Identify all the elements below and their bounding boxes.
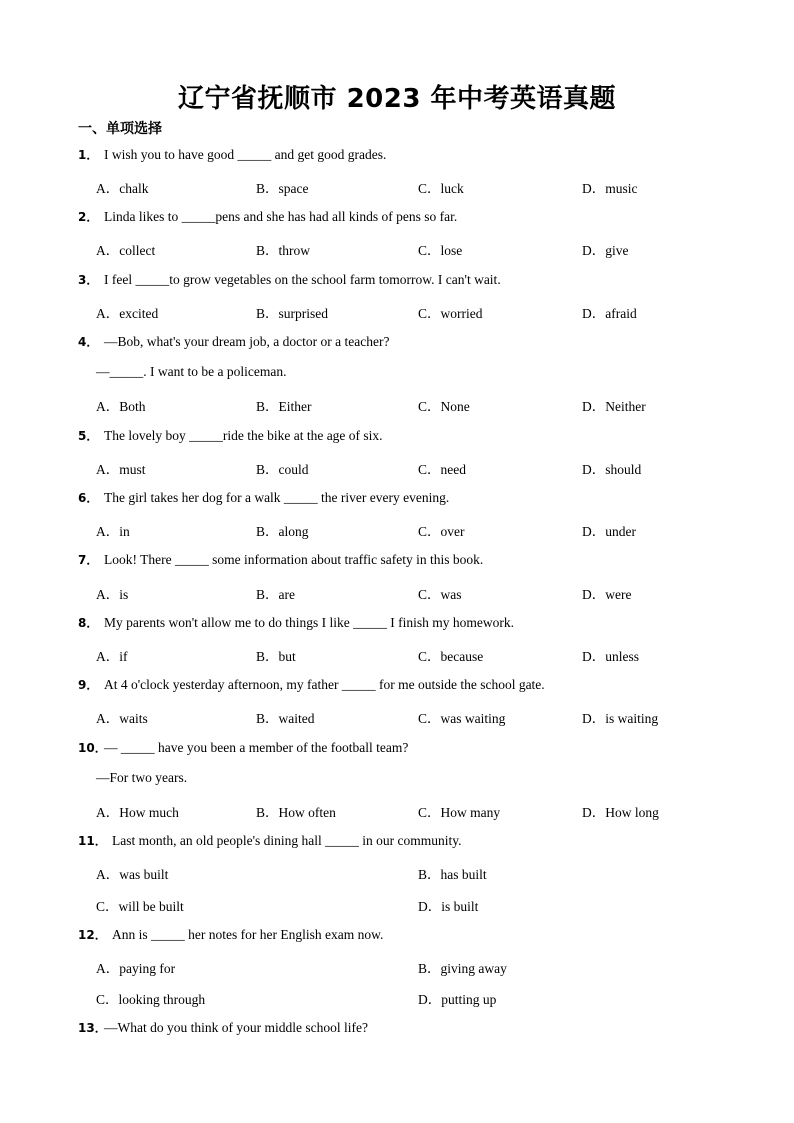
- question-number: 3．: [78, 273, 99, 287]
- question-text: Look! There _____ some information about traffic safety in this book.: [104, 552, 484, 567]
- option-b: B．along: [256, 524, 309, 539]
- option-b: B．throw: [256, 243, 310, 258]
- option-d: D．were: [582, 587, 632, 602]
- option-a: A．is: [96, 587, 129, 602]
- option-d: D．under: [582, 524, 636, 539]
- option-b: B．but: [256, 649, 296, 664]
- question-text: The lovely boy _____ride the bike at the age of six.: [104, 428, 383, 443]
- option-c: C．need: [418, 462, 466, 477]
- question-text: — _____ have you been a member of the football team?: [104, 740, 409, 755]
- option-a: A．chalk: [96, 181, 149, 196]
- option-d: D．music: [582, 181, 638, 196]
- question-text: I feel _____to grow vegetables on the school farm tomorrow. I can't wait.: [104, 272, 501, 287]
- option-c: C．will be built: [96, 899, 184, 914]
- question-text: At 4 o'clock yesterday afternoon, my father _____ for me outside the school gate.: [104, 677, 545, 692]
- option-c: C．was: [418, 587, 462, 602]
- question-number: 8．: [78, 616, 99, 630]
- option-b: B．could: [256, 462, 309, 477]
- question-7: [78, 551, 483, 568]
- question-11: [78, 832, 462, 849]
- option-c: C．luck: [418, 181, 464, 196]
- question-text: Last month, an old people's dining hall _____ in our community.: [112, 833, 462, 848]
- question-text-line2: —For two years.: [96, 770, 188, 785]
- option-a: A．if: [96, 649, 128, 664]
- question-text: —What do you think of your middle school life?: [104, 1020, 368, 1035]
- option-a: A．paying for: [96, 961, 176, 976]
- question-text: My parents won't allow me to do things I like _____ I finish my homework.: [104, 615, 515, 630]
- question-number: 2．: [78, 210, 99, 224]
- option-d: D．How long: [582, 805, 659, 820]
- option-b: B．How often: [256, 805, 336, 820]
- option-b: B．Either: [256, 399, 312, 414]
- option-c: C．How many: [418, 805, 501, 820]
- question-number: 1．: [78, 148, 99, 162]
- option-c: C．looking through: [96, 992, 206, 1007]
- section-heading: 一、单项选择: [78, 121, 162, 137]
- option-c: C．over: [418, 524, 465, 539]
- option-d: D．is built: [418, 899, 479, 914]
- option-a: A．How much: [96, 805, 179, 820]
- option-b: B．are: [256, 587, 295, 602]
- option-a: A．in: [96, 524, 130, 539]
- question-13: [78, 1019, 368, 1036]
- question-number: 5．: [78, 429, 99, 443]
- option-d: D．is waiting: [582, 711, 659, 726]
- question-8: [78, 614, 514, 631]
- question-10: [78, 739, 408, 756]
- option-d: D．afraid: [582, 306, 637, 321]
- option-b: B．waited: [256, 711, 315, 726]
- question-number: 11．: [78, 834, 107, 848]
- option-d: D．give: [582, 243, 629, 258]
- question-1: [78, 146, 386, 163]
- option-b: B．space: [256, 181, 309, 196]
- option-d: D．unless: [582, 649, 639, 664]
- question-4: [78, 333, 389, 350]
- option-c: C．worried: [418, 306, 483, 321]
- option-a: A．Both: [96, 399, 146, 414]
- question-number: 4．: [78, 335, 99, 349]
- question-text-line2: —_____. I want to be a policeman.: [96, 364, 287, 379]
- option-b: B．surprised: [256, 306, 328, 321]
- question-6: [78, 489, 449, 506]
- option-c: C．because: [418, 649, 484, 664]
- option-c: C．was waiting: [418, 711, 506, 726]
- question-text: Ann is _____ her notes for her English exam now.: [112, 927, 384, 942]
- option-d: D．should: [582, 462, 642, 477]
- question-12: [78, 926, 383, 943]
- option-d: D．putting up: [418, 992, 497, 1007]
- option-c: C．None: [418, 399, 470, 414]
- question-5: [78, 427, 383, 444]
- question-text: Linda likes to _____pens and she has had all kinds of pens so far.: [104, 209, 458, 224]
- question-9: [78, 676, 545, 693]
- option-b: B．giving away: [418, 961, 507, 976]
- question-text: —Bob, what's your dream job, a doctor or a teacher?: [104, 334, 390, 349]
- question-number: 7．: [78, 553, 99, 567]
- question-number: 10．: [78, 741, 107, 755]
- question-3: [78, 271, 501, 288]
- option-a: A．must: [96, 462, 146, 477]
- question-text: I wish you to have good _____ and get good grades.: [104, 147, 387, 162]
- option-a: A．was built: [96, 867, 169, 882]
- question-number: 12．: [78, 928, 107, 942]
- option-a: A．collect: [96, 243, 156, 258]
- question-2: [78, 208, 457, 225]
- option-d: D．Neither: [582, 399, 646, 414]
- page-title: 辽宁省抚顺市 2023 年中考英语真题: [178, 84, 616, 114]
- question-number: 9．: [78, 678, 99, 692]
- question-number: 6．: [78, 491, 99, 505]
- option-a: A．excited: [96, 306, 159, 321]
- option-a: A．waits: [96, 711, 148, 726]
- option-b: B．has built: [418, 867, 487, 882]
- option-c: C．lose: [418, 243, 463, 258]
- question-text: The girl takes her dog for a walk _____ the river every evening.: [104, 490, 450, 505]
- question-number: 13．: [78, 1021, 107, 1035]
